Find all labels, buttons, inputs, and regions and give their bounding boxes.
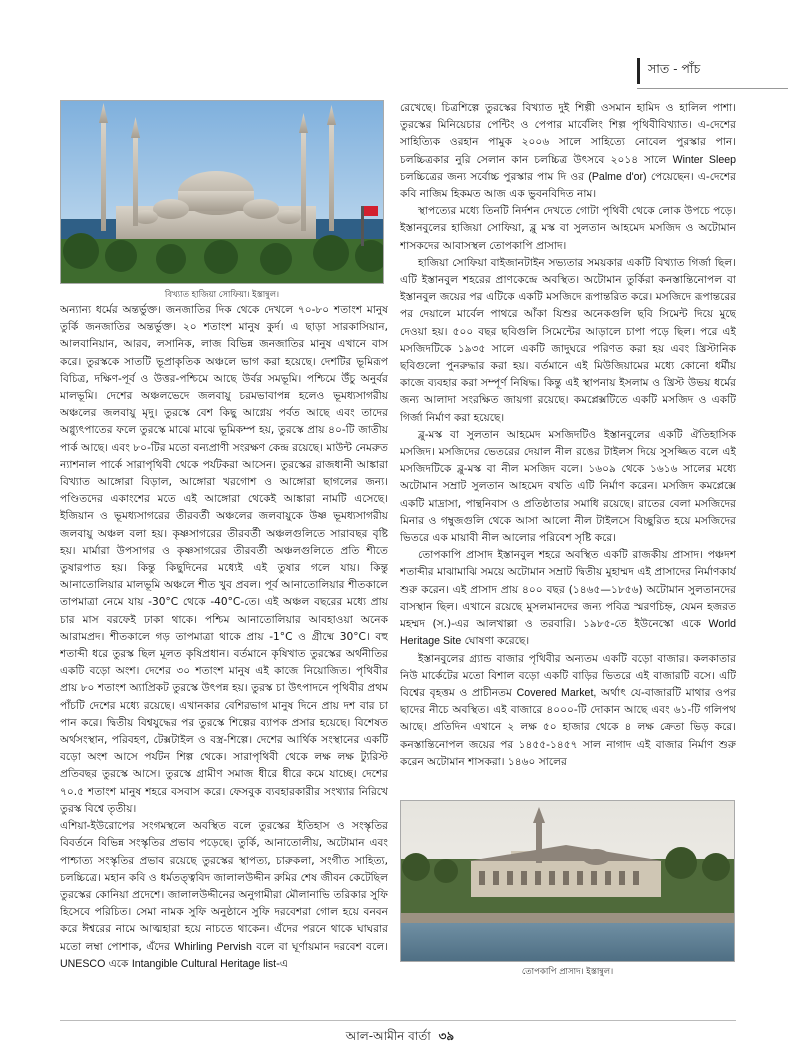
right-paragraph-6 <box>400 651 736 771</box>
unesco-term: UNESCO <box>60 957 106 970</box>
whirling-term: Whirling Pervish <box>174 940 252 953</box>
topkapi-palace-caption: তোপকাপি প্রাসাদ। ইস্তান্বুল। <box>521 967 614 977</box>
page-number: ৩৯ <box>438 1029 455 1043</box>
winter-sleep-term: Winter Sleep <box>672 153 736 166</box>
covered-market-term: Covered Market, <box>516 686 597 699</box>
magazine-name: আল-আমীন বার্তা <box>345 1029 431 1043</box>
right-p5-text-b: ঘোষণা করেছে। <box>464 635 530 648</box>
hagia-sophia-caption: বিখ্যাত হাজিয়া সোফিয়া। ইস্তান্বুল। <box>164 290 280 300</box>
page-footer <box>290 1028 510 1048</box>
left-paragraph-2 <box>60 818 388 973</box>
right-p5-text-a: তোপকাপি প্রাসাদ ইস্তানবুল শহরে অবস্থিত একটি রাজকীয় প্রাসাদ। পঞ্চদশ শতাব্দীর মাঝামাঝি সময়ে অটোমান সম্রাট দ্বিতীয় মুহাম্মদ এই প্রাসাদের নির্মাণকার্য শুরু করেন। এই প্রাসাদ প্রায় ৪০০ বছর (১৪৬৫—১৮৫৬) অটোমান সুলতানদের বাসস্থান ছিল। এখানে রয়েছে মুসলমানদের জন্য পবিত্র স্মরণচিহ্ন, যেমন হজরত মহম্মদ (স.)-এর আলখাল্লা ও তরবারি। ১৯৮৫-তে ইউনেস্কো একে <box>400 549 736 631</box>
topkapi-palace-photo <box>400 800 735 962</box>
footer-rule <box>60 1020 736 1021</box>
right-paragraph-5 <box>400 547 736 650</box>
left-p2-text-a: এশিয়া-ইউরোপের সংগমস্থলে অবস্থিত বলে তুরস্কের ইতিহাস ও সংস্কৃতির বিবর্তনে বিভিন্ন সংস্কৃতির প্রভাব পড়েছে। তুর্কি, আনাতোলীয়, অটোমান এবং পাশ্চাত্য সংস্কৃতির প্রভাব রয়েছে তুরস্কের স্থাপত্য, চারুকলা, সংগীত সাহিত্য, চলচ্চিত্রে। মহান কবি ও ধর্মতত্ত্ববিদ জালালউদ্দীন রুমির শেষ জীবন কেটেছিল তুরস্কের কোনিয়া প্রদেশে। জালালউদ্দীনের অনুগামীরা মৌলানাভি তরিকার সুফি হিসেবে পরিচিত। সেমা নামক সুফি অনুষ্ঠানে সুফি দরবেশরা গোল হয়ে বনবন করে ঈশ্বরের নামে আত্মহারা হয়ে নাচতে থাকেন। এঁদের পরনে থাকে ঘাঘরার মতো লম্বা পোশাক, এঁদের <box>60 820 388 953</box>
world-heritage-term: World Heritage Site <box>400 618 736 648</box>
right-column <box>400 100 736 795</box>
left-column <box>60 302 388 1007</box>
left-p2-text-d: -এ <box>276 957 288 970</box>
right-p6-text-b: অর্থাৎ যে-বাজারটি মাথার ওপর ছাদের নীচে অবস্থিত। এই বাজারে ৪০০০-টি দোকান আছে এবং ৬১-টি গলিপথ আছে। প্রতিদিন এখানে ২ লক্ষ ৫০ হাজার থেকে ৪ লক্ষ ক্রেতা ভিড় করে। কনস্তান্তিনোপল জয়ের পর ১৪৫৫-১৪৫৭ সাল নাগাদ এই বাজার নির্মাণ শুরু করেন অটোমান শাসকরা। ১৪৬০ সালের <box>400 686 736 768</box>
right-paragraph-1 <box>400 100 736 203</box>
left-p2-text-b: বলে বা ঘূর্ণায়মান দরবেশ বলে। <box>256 940 388 953</box>
right-paragraph-2: স্থাপত্যের মধ্যে তিনটি নির্দশন দেখতে গোটা পৃথিবী থেকে লোক উপচে পড়ে। ইস্তানবুলের হাজিয়া সোফিয়া, ব্লু মস্ক বা সুলতান আহমেদ মসজিদ ও অটোমান শাসকদের আবাসস্থল তোপকাপি প্রাসাদ। <box>400 205 736 252</box>
hagia-sophia-photo <box>60 100 384 284</box>
header-rule <box>637 88 788 89</box>
palme-dor-term: (Palme d'or) <box>588 170 647 183</box>
heritage-list-term: Intangible Cultural Heritage list <box>131 957 277 970</box>
left-paragraph-1: অন্যান্য ধর্মের অন্তর্ভুক্ত। জনজাতির দিক থেকে দেখলে ৭০-৮০ শতাংশ মানুষ তুর্কি জনজাতির অন্তর্ভুক্ত। ২০ শতাংশ মানুষ কুর্দ। এ ছাড়া সারকাসিয়ান, আলবানিয়ান, আরব, লসানিক, লাজ বিভিন্ন জনজাতির মানুষ এখানে বাস করে। তুরস্ককে সাতটি ভূপ্রাকৃতিক অঞ্চলে ভাগ করা হয়েছে। দেশটির ভূমিরূপ বিচিত্র, দক্ষিণ-পূর্ব ও উত্তর-পশ্চিমে আছে উর্বর সমভূমি। পশ্চিমে উঁচু অনুর্বর মালভূমি। দেশের অঞ্চলভেদে জলবায়ু চরমভাবাপন্ন হলেও ভূমধ্যসাগরীয় অঞ্চলের জলবায়ু মৃদু। তুরস্কে বেশ কিছু আগ্নেয় পর্বত আছে এবং তাদের অগ্ন্যুৎপাতের ফলে তুরস্কে মাঝে মাঝে ভূমিকম্প হয়, তুরস্কে প্রায় ৪০-টি জাতীয় পার্ক আছে। এবং ৮০-টির মতো বন্যপ্রাণী সংরক্ষণ কেন্দ্র রয়েছে। মাউন্ট নেমরুত ন্যাশনাল পার্কে সারাপৃথিবী থেকে পর্যটকরা আসেন। তুরস্কের রাজধানী আঙ্কারা বিখ্যাত আঙ্গোরা বিড়াল, আঙ্গোরা খরগোশ ও আঙ্গোরা ছাগলের জন্য। পণ্ডিতদের একাংশের মতে এই আঙ্গোরা থেকেই আঙ্কারা নামটি এসেছে। ইজিয়ান ও ভূমধ্যসাগরের তীরবর্তী অঞ্চলের জলবায়ুকে উষ্ণ ভূমধ্যসাগরীয় জলবায়ু অঞ্চল বলা হয়। কৃষ্ণসাগরের তীরবর্তী অঞ্চলগুলিতে সারাবছর বৃষ্টি হয়। মার্মারা উপসাগর ও কৃষ্ণসাগরের তীরবর্তী অঞ্চলগুলিতে প্রতি শীতে তুষারপাত হয়। কিন্তু কিছুদিনের মধ্যেই এই তুষার গলে যায়। কিন্তু আনাতোলিয়ার মালভূমি অঞ্চলে শীত খুব প্রবল। পূর্ব আনাতোলিয়ার শীতকালে তাপমাত্রা নেমে যায় -30°C থেকে -40°C-তে। এই অঞ্চল বছরের মধ্যে প্রায় চার মাস বরফেই ঢাকা থাকে। পশ্চিম আনাতোলিয়ার আবহাওয়া অনেক আরামপ্রদ। শীতকালে গড় তাপমাত্রা থাকে প্রায় -1°C ও গ্রীষ্মে 30°C। বহু শতাব্দী ধরে তুরস্ক ছিল মূলত কৃষিপ্রধান। বর্তমানে কৃষিখাত তুরস্কের অর্থনীতির একটি বড়ো অংশ। দেশের ৩০ শতাংশ মানুষ এই কাজে নিয়োজিত। পৃথিবীর প্রায় ৮০ শতাংশ অ্যাপ্রিকট তুরস্কে উৎপন্ন হয়। তুরস্ক চা উৎপাদনে পৃথিবীর প্রথম পাঁচটি দেশের মধ্যে রয়েছে। এখানকার বেশিরভাগ মানুষ দিনে প্রায় দশ বার চা পান করে। দ্বিতীয় বিশ্বযুদ্ধের পর তুরস্কে শিল্পের ব্যাপক প্রসার হয়েছে। বিশেষত অর্থসংস্থান, পরিবহণ, টেক্সটাইল ও বস্ত্র-শিল্পে। দেশের আর্থিক সংস্থানের একটি বড়ো অংশ আসে পর্যটন শিল্প থেকে। সারাপৃথিবী থেকে লক্ষ লক্ষ ট্যুরিস্ট প্রতিবছর তুরস্কে আসে। তুরস্কে গ্রামীণ সমাজ ধীরে ধীরে কমে যাচ্ছে। দেশের ৭০.৫ শতাংশ মানুষ শহরে বসবাস করে। ফেসবুক ব্যবহারকারীর সংখ্যার নিরিখে তুরস্ক বিশ্বে তৃতীয়। <box>60 304 388 815</box>
right-paragraph-4: ব্লু-মস্ক বা সুলতান আহমেদ মসজিদটিও ইস্তানবুলের একটি ঐতিহাসিক মসজিদ। মসজিদের ভেতরের দেয়াল নীল রঙের টাইলস দিয়ে সুসজ্জিত বলে এই মসজিদটিকে ব্লু-মস্ক বা নীল মসজিদ বলে। ১৬০৯ থেকে ১৬১৬ সালের মধ্যে অটোমান সম্রাট সুলতান আহমেদ বখতি এটি নির্মাণ করেন। মসজিদ কমপ্লেক্সে একটি মাদ্রাসা, পান্থনিবাস ও প্রতিষ্ঠাতার সমাধি রয়েছে। রাতের বেলা মসজিদের মিনার ও গম্বুজগুলি থেকে আসা আলো নীল টাইলসে বিচ্ছুরিত হয়ে মসজিদের ভিতরে এক মায়াবী নীল আলোর পরিবেশ সৃষ্টি করে। <box>400 428 736 545</box>
section-label: সাত - পাঁচ <box>637 58 788 84</box>
right-p1-text-a: রেখেছে। চিত্রশিল্পে তুরস্কের বিখ্যাত দুই শিল্পী ওসমান হামিদ ও হালিল পাশা। তুরস্কের মিনিয়েচার পেন্টিং ও পেপার মার্বেলিং শিল্প পৃথিবীবিখ্যাত। এ-দেশের সাহিত্যিক ওরহান পামুক ২০০৬ সালে সাহিত্যে নোবেল পুরস্কার পান। চলচ্চিত্রকার নুরি সেলান কান চলচ্চিত্র উৎসবে ২০১৪ সালে <box>400 102 736 166</box>
right-paragraph-3: হাজিয়া সোফিয়া বাইজানটাইন সভ্যতার সময়কার একটি বিখ্যাত গির্জা ছিল। এটি ইস্তানবুল শহরের প্রাণকেন্দ্রে অবস্থিত। অটোমান তুর্কিরা কনস্তান্তিনোপল বা ইস্তানবুল জয়ের পর এটিকে একটি মসজিদে রূপান্তরিত করে। মসজিদে রূপান্তরের পর দেয়ালে মার্বেল পাথরে আঁকা যিশুর অনেকগুলি ছবি সিমেন্ট দিয়ে মুছে দেওয়া হয়। ৫০০ বছর ছবিগুলি সিমেন্টের আড়ালে চাপা পড়ে ছিল। পরে এই মসজিদটিকে ১৯৩৫ সালে একটি জাদুঘরে পরিণত করা হয় এবং খ্রিস্টানিক ছবিগুলো পুনরুদ্ধার করা হয়। বর্তমানে এই মিউজিয়ামের মধ্যে কোনো ধর্মীয় কাজে ব্যবহার করা সম্পূর্ণ নিষিদ্ধ। কিন্তু এই স্থাপনায় ইসলাম ও খ্রিস্ট উভয় ধর্মের জন্য আলাদা সংরক্ষিত জায়গা রয়েছে। কমপ্লেক্সটিতে একটি মসজিদ ও একটি গির্জা নির্মাণ করা হয়েছে। <box>400 256 736 424</box>
left-p2-text-c: একে <box>108 957 129 970</box>
right-p1-text-c: পেয়েছেন। এ-দেশের কবি নাজিম হিকমত আজ এক ভুবনবিদিত নাম। <box>400 170 736 201</box>
right-p6-text-a: ইস্তানবুলের গ্র্যান্ড বাজার পৃথিবীর অন্যতম একটি বড়ো বাজার। কলকাতার নিউ মার্কেটের মতো বিশাল বড়ো একটি বাড়ির ভিতরে এই বাজারটি বসে। এটি বিশ্বের বৃহত্তম ও প্রাচীনতম <box>400 652 736 699</box>
right-p1-text-b: চলচ্চিত্রের জন্য সর্বোচ্চ পুরস্কার পাম দি ওর <box>400 170 585 183</box>
